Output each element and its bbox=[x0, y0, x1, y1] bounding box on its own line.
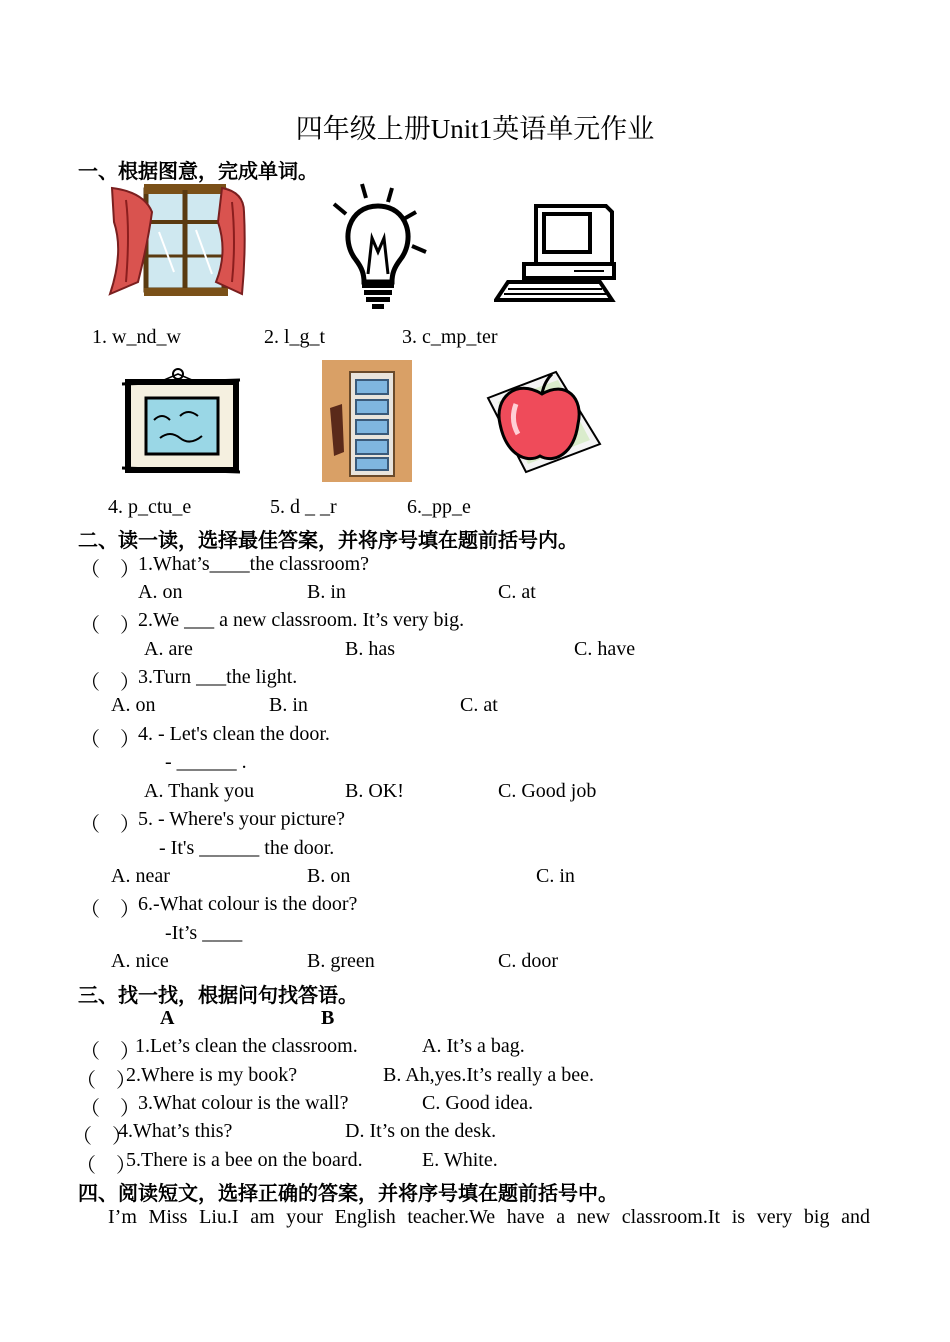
answer-bracket: （ ） bbox=[80, 672, 140, 694]
answer-bracket: （ ） bbox=[80, 1041, 140, 1063]
light-bulb-icon bbox=[326, 182, 428, 312]
question-1: 1.What’s____the classroom? bbox=[138, 553, 370, 575]
option-a: A. nice bbox=[111, 950, 169, 972]
option-c: C. in bbox=[536, 865, 575, 887]
option-b: B. in bbox=[269, 694, 308, 716]
match-answer-a: A. It’s a bag. bbox=[422, 1035, 525, 1057]
picture-frame-icon bbox=[120, 368, 242, 474]
question-4: 4. - Let's clean the door. bbox=[138, 723, 330, 745]
option-c: C. door bbox=[498, 950, 558, 972]
answer-bracket: （ ） bbox=[76, 1070, 136, 1092]
option-c: C. Good job bbox=[498, 780, 597, 802]
match-question-2: 2.Where is my book? bbox=[126, 1064, 298, 1086]
match-question-5: 5.There is a bee on the board. bbox=[126, 1149, 363, 1171]
column-a-header: A bbox=[160, 1007, 175, 1029]
option-a: A. are bbox=[144, 638, 193, 660]
answer-bracket: （ ） bbox=[80, 1098, 140, 1120]
section4-heading: 四、阅读短文，选择正确的答案，并将序号填在题前括号中。 bbox=[78, 1181, 618, 1205]
option-b: B. in bbox=[307, 581, 346, 603]
option-b: B. on bbox=[307, 865, 351, 887]
apple-icon bbox=[486, 364, 602, 476]
option-c: C. have bbox=[574, 638, 636, 660]
option-b: B. OK! bbox=[345, 780, 404, 802]
question-4-reply: - ______ . bbox=[165, 751, 247, 773]
option-b: B. has bbox=[345, 638, 395, 660]
option-a: A. Thank you bbox=[144, 780, 255, 802]
answer-bracket: （ ） bbox=[80, 615, 140, 637]
word-5: 5. d _ _r bbox=[270, 496, 337, 518]
section1-heading: 一、根据图意，完成单词。 bbox=[78, 159, 318, 183]
reading-paragraph: I’m Miss Liu.I am your English teacher.We have a new classroom.It is very big and bbox=[108, 1206, 870, 1228]
word-6: 6._pp_e bbox=[407, 496, 471, 518]
question-2: 2.We ___ a new classroom. It’s very big. bbox=[138, 609, 465, 631]
answer-bracket: （ ） bbox=[72, 1126, 132, 1148]
door-icon bbox=[322, 360, 412, 482]
word-4: 4. p_ctu_e bbox=[108, 496, 192, 518]
answer-bracket: （ ） bbox=[80, 729, 140, 751]
match-question-4: 4.What’s this? bbox=[118, 1120, 233, 1142]
question-6: 6.-What colour is the door? bbox=[138, 893, 358, 915]
window-picture-icon bbox=[104, 182, 250, 304]
word-3: 3. c_mp_ter bbox=[402, 326, 498, 348]
question-5-reply: - It's ______ the door. bbox=[159, 837, 335, 859]
option-a: A. on bbox=[111, 694, 156, 716]
option-a: A. on bbox=[138, 581, 183, 603]
option-c: C. at bbox=[460, 694, 498, 716]
match-answer-c: C. Good idea. bbox=[422, 1092, 534, 1114]
match-answer-d: D. It’s on the desk. bbox=[345, 1120, 497, 1142]
word-1: 1. w_nd_w bbox=[92, 326, 181, 348]
answer-bracket: （ ） bbox=[80, 559, 140, 581]
question-6-reply: -It’s ____ bbox=[165, 922, 243, 944]
section3-heading: 三、找一找，根据问句找答语。 bbox=[78, 983, 358, 1007]
answer-bracket: （ ） bbox=[80, 899, 140, 921]
option-b: B. green bbox=[307, 950, 375, 972]
option-a: A. near bbox=[111, 865, 170, 887]
match-question-1: 1.Let’s clean the classroom. bbox=[135, 1035, 358, 1057]
option-c: C. at bbox=[498, 581, 536, 603]
computer-icon bbox=[494, 202, 618, 304]
match-question-3: 3.What colour is the wall? bbox=[138, 1092, 349, 1114]
word-2: 2. l_g_t bbox=[264, 326, 326, 348]
match-answer-e: E. White. bbox=[422, 1149, 498, 1171]
match-answer-b: B. Ah,yes.It’s really a bee. bbox=[383, 1064, 595, 1086]
page-title: 四年级上册Unit1英语单元作业 bbox=[295, 114, 655, 144]
question-5: 5. - Where's your picture? bbox=[138, 808, 346, 830]
answer-bracket: （ ） bbox=[76, 1155, 136, 1177]
answer-bracket: （ ） bbox=[80, 814, 140, 836]
question-3: 3.Turn ___the light. bbox=[138, 666, 298, 688]
section2-heading: 二、读一读，选择最佳答案，并将序号填在题前括号内。 bbox=[78, 528, 578, 552]
column-b-header: B bbox=[321, 1007, 335, 1029]
